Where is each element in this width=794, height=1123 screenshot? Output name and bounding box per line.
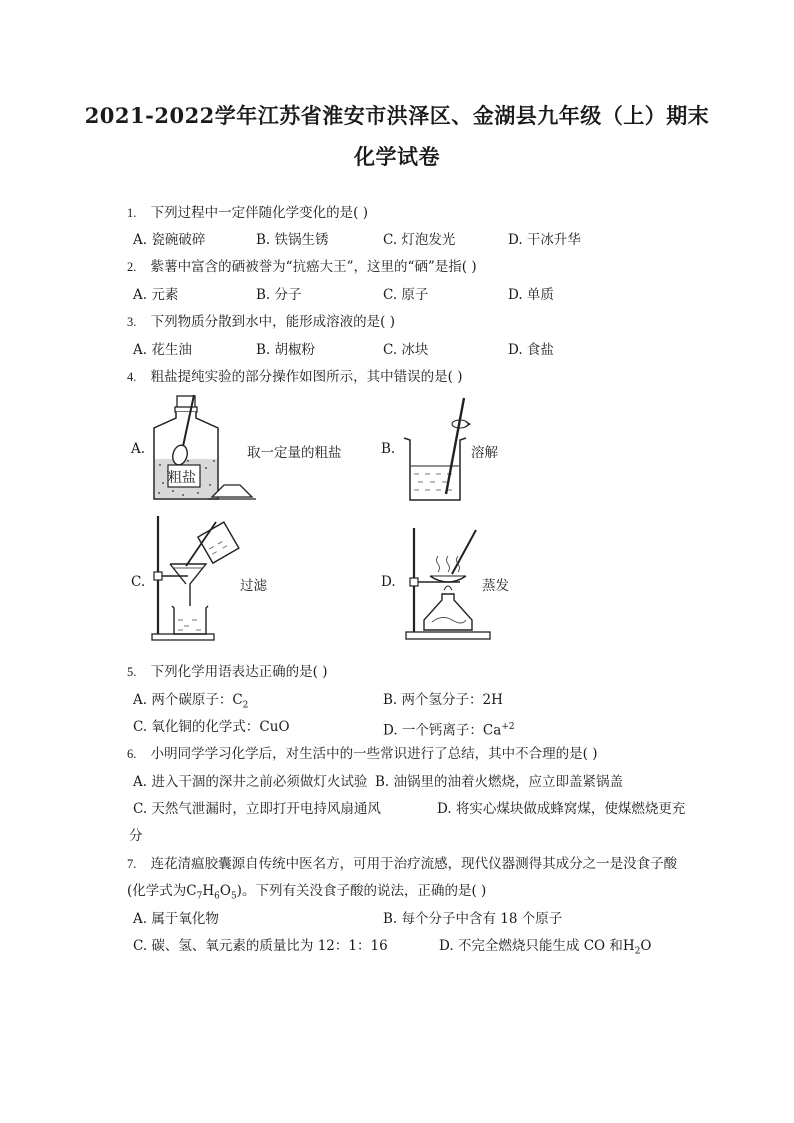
q4-option-c-letter: C. (131, 574, 146, 590)
q4-option-c-caption: 过滤 (240, 578, 267, 594)
question-number: 3. (127, 315, 137, 329)
question-text: 紫薯中富含的硒被誉为“抗癌大王”，这里的“硒”是指( ) (150, 259, 477, 275)
q2-option-a: A. 元素 (133, 287, 179, 303)
q6-option-b: B. 油锅里的油着火燃烧，应立即盖紧锅盖 (375, 774, 624, 790)
q5-option-b: B. 两个氢分子：2H (383, 692, 503, 708)
option-text: O (640, 938, 652, 954)
superscript: +2 (501, 722, 515, 732)
q5-option-a (133, 691, 248, 715)
q7-option-a: A. 属于氧化物 (133, 911, 219, 927)
q2-option-b: B. 分子 (256, 287, 302, 303)
q4-option-a-letter: A. (131, 441, 146, 457)
q4-option-b-letter: B. (381, 441, 396, 457)
question-number: 1. (127, 206, 137, 220)
question-6-stem (127, 745, 598, 763)
question-number: 7. (127, 857, 137, 871)
jar-label: 粗盐 (168, 470, 196, 486)
question-number: 2. (127, 260, 137, 274)
beaker-stirring-figure (400, 394, 480, 506)
q3-option-a: A. 花生油 (133, 342, 192, 358)
option-text: A. 两个碳原子：C (133, 692, 243, 708)
filtration-setup-figure (148, 514, 248, 642)
subscript: 2 (634, 946, 641, 957)
question-3-stem (127, 313, 395, 331)
q5-option-c: C. 氧化铜的化学式：CuO (133, 719, 290, 735)
q6-option-d-continued: 分 (129, 828, 143, 844)
question-4-stem (127, 368, 463, 386)
q3-option-c: C. 冰块 (383, 342, 429, 358)
stem-part: )。下列有关没食子酸的说法，正确的是( ) (236, 883, 487, 899)
subscript: 6 (214, 891, 220, 902)
q6-option-d: D. 将实心煤块做成蜂窝煤，使煤燃烧更充 (437, 801, 686, 817)
question-text: 下列物质分散到水中，能形成溶液的是( ) (150, 314, 395, 330)
subscript: 2 (242, 700, 249, 711)
q2-option-c: C. 原子 (383, 287, 429, 303)
question-text: 小明同学学习化学后，对生活中的一些常识进行了总结，其中不合理的是( ) (150, 746, 598, 762)
q1-option-c: C. 灯泡发光 (383, 232, 456, 248)
q4-option-a-caption: 取一定量的粗盐 (247, 445, 342, 461)
q7-option-c: C. 碳、氢、氧元素的质量比为 12：1：16 (133, 938, 388, 954)
stem-part: O (219, 883, 231, 899)
question-text: 下列化学用语表达正确的是( ) (150, 664, 328, 680)
q3-option-d: D. 食盐 (508, 342, 554, 358)
q5-option-d (383, 718, 515, 740)
q4-option-d-caption: 蒸发 (482, 578, 509, 594)
q1-option-d: D. 干冰升华 (508, 232, 581, 248)
exam-title-line2: 化学试卷 (354, 144, 440, 169)
q1-option-b: B. 铁锅生锈 (256, 232, 329, 248)
question-7-stem-line2 (127, 882, 486, 906)
subscript: 5 (230, 891, 237, 902)
stem-part: H (202, 883, 215, 899)
question-1-stem (127, 204, 368, 222)
subscript: 7 (196, 891, 203, 902)
reagent-jar-figure (148, 393, 258, 503)
question-5-stem (127, 663, 328, 681)
option-text: D. 一个钙离子：Ca (383, 722, 502, 739)
q6-option-a: A. 进入干涸的深井之前必须做灯火试验 (133, 774, 368, 790)
q7-option-b: B. 每个分子中含有 18 个原子 (383, 911, 563, 927)
question-7-stem (127, 855, 677, 873)
q2-option-d: D. 单质 (508, 287, 554, 303)
question-text: 下列过程中一定伴随化学变化的是( ) (150, 205, 368, 221)
q7-option-d (439, 937, 652, 961)
option-text: D. 不完全燃烧只能生成 CO 和H (439, 938, 635, 954)
q1-option-a: A. 瓷碗破碎 (133, 232, 206, 248)
question-text: 连花清瘟胶囊源自传统中医名方，可用于治疗流感，现代仪器测得其成分之一是没食子酸 (150, 856, 678, 872)
question-text: 粗盐提纯实验的部分操作如图所示，其中错误的是( ) (150, 369, 463, 385)
exam-title-line1: 2021-2022学年江苏省淮安市洪泽区、金湖县九年级（上）期末 (84, 103, 710, 128)
q4-option-b-caption: 溶解 (471, 445, 498, 461)
q6-option-c: C. 天然气泄漏时，立即打开电持风扇通风 (133, 801, 381, 817)
question-number: 6. (127, 747, 137, 761)
question-2-stem (127, 258, 477, 276)
q3-option-b: B. 胡椒粉 (256, 342, 316, 358)
q4-option-d-letter: D. (381, 574, 396, 590)
question-number: 5. (127, 665, 137, 679)
question-number: 4. (127, 370, 137, 384)
stem-part: (化学式为C (127, 883, 197, 899)
